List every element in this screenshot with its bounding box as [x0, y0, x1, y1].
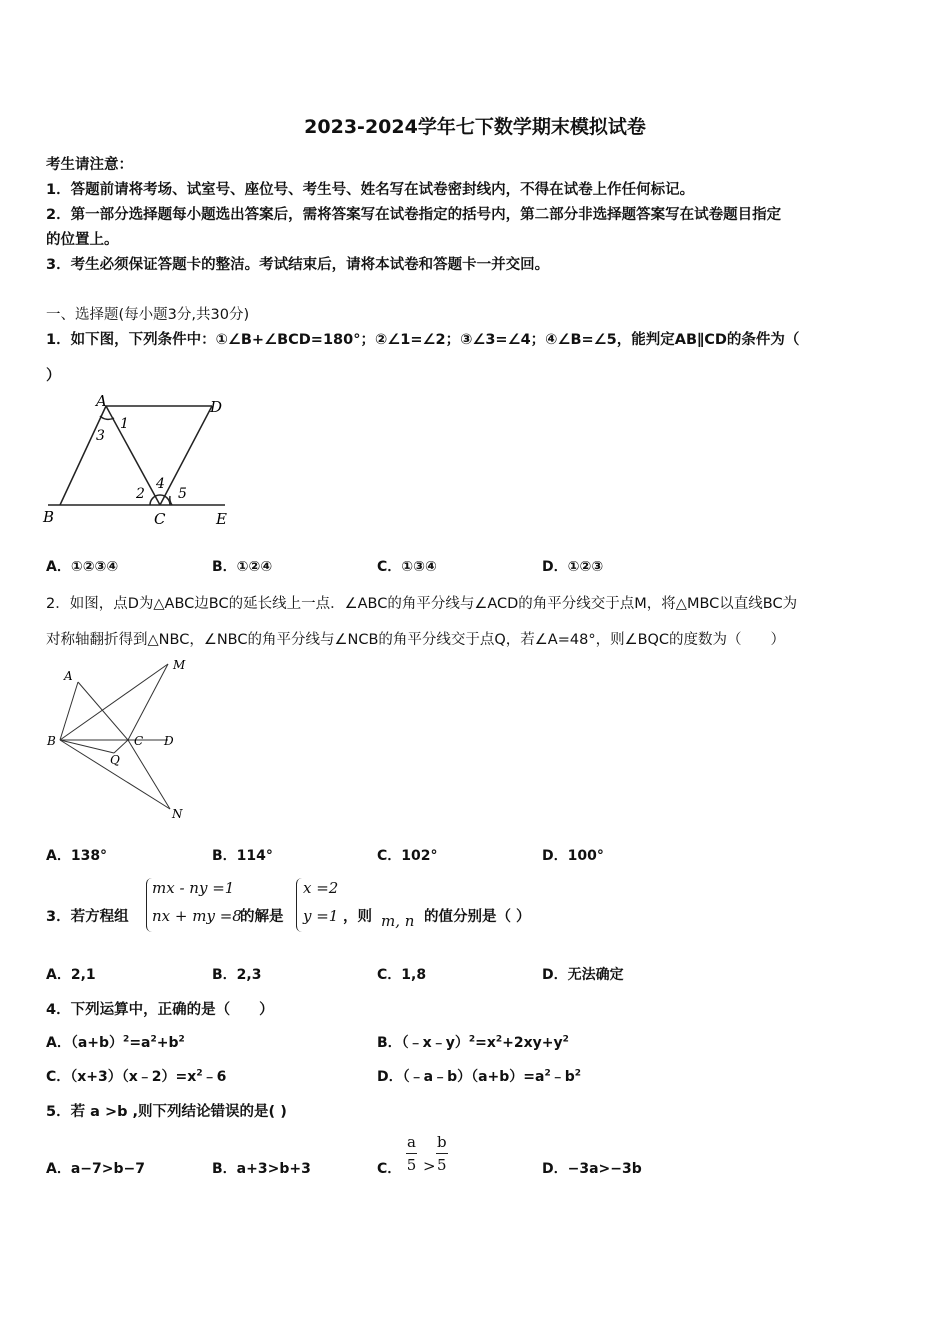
notice-item-2-cont: 的位置上。: [46, 232, 119, 248]
q3-equation-2: nx + my =8: [152, 907, 242, 925]
line-cm: [128, 664, 168, 740]
q5-c-fraction-b: [436, 1133, 448, 1174]
q3-option-d[interactable]: D．无法确定: [542, 967, 624, 983]
q1-angle-2: 2: [136, 486, 145, 502]
q1-option-a[interactable]: A．①②③④: [46, 559, 119, 575]
q4-c-part2: ﹣6: [202, 1069, 227, 1085]
q4-a-part2: =a: [129, 1035, 151, 1051]
q2-option-a[interactable]: A．138°: [46, 848, 108, 864]
q5-c-fraction-a: [406, 1133, 417, 1174]
q1-option-c[interactable]: C．①③④: [377, 559, 437, 575]
q4-d-sup2: 2: [574, 1068, 582, 1079]
q3-then: ，则: [343, 909, 372, 925]
q2-label-n: N: [172, 807, 183, 821]
q1-label-a: A: [96, 392, 107, 410]
q3-option-b[interactable]: B．2,3: [212, 967, 262, 983]
q2-stem: 2．如图，点D为△ABC边BC的延长线上一点．∠ABC的角平分线与∠ACD的角平分线交于点M，将△MBC以直线BC为: [46, 596, 798, 612]
q4-a-part3: +b: [156, 1035, 179, 1051]
section-heading: 一、选择题(每小题3分,共30分): [46, 307, 250, 323]
q4-option-d[interactable]: [377, 1066, 581, 1086]
q4-stem: 4．下列运算中，正确的是（ ）: [46, 1002, 274, 1018]
q3-option-a[interactable]: A．2,1: [46, 967, 96, 983]
q3-solution-brace: [296, 878, 302, 932]
q5-c-label: C．: [377, 1161, 402, 1177]
q4-option-c[interactable]: [46, 1066, 226, 1086]
q1-angle-3: 3: [96, 428, 105, 444]
q1-stem-cont: ）: [46, 368, 61, 384]
q4-d-part1: D．（﹣a﹣b）（a+b）=a: [377, 1069, 545, 1085]
q3-option-c[interactable]: C．1,8: [377, 967, 427, 983]
q1-stem: 1．如下图，下列条件中：①∠B+∠BCD=180°；②∠1=∠2；③∠3=∠4；④∠B=∠5，能判定AB∥CD的条件为（: [46, 332, 800, 348]
q2-option-b[interactable]: B．114°: [212, 848, 273, 864]
q5-option-a[interactable]: A．a−7>b−7: [46, 1161, 145, 1177]
q2-stem-cont: 对称轴翻折得到△NBC，∠NBC的角平分线与∠NCB的角平分线交于点Q，若∠A=48°，则∠BQC的度数为（ ）: [46, 632, 786, 648]
q5-option-d[interactable]: D．−3a>−3b: [542, 1161, 642, 1177]
q1-label-c: C: [154, 510, 166, 528]
notice-item-3: 3．考生必须保证答题卡的整洁。考试结束后，请将本试卷和答题卡一并交回。: [46, 257, 550, 273]
q1-angle-4: 4: [156, 476, 165, 492]
q1-option-d[interactable]: D．①②③: [542, 559, 604, 575]
q4-option-a[interactable]: [46, 1032, 185, 1052]
q3-prefix: 3．若方程组: [46, 909, 129, 925]
notice-heading: 考生请注意：: [46, 157, 133, 173]
q3-suffix: 的值分别是（ ）: [424, 909, 531, 925]
q3-solution-1: x =2: [303, 879, 339, 897]
q1-figure: [40, 392, 240, 532]
q2-option-c[interactable]: C．102°: [377, 848, 438, 864]
q4-d-part2: ﹣b: [550, 1069, 575, 1085]
line-ab: [60, 406, 106, 505]
q5-c-numerator-a: a: [406, 1133, 417, 1154]
q5-stem: 5．若 a >b ,则下列结论错误的是( ): [46, 1104, 287, 1120]
q2-label-m: M: [173, 658, 186, 672]
line-bm: [60, 664, 168, 740]
q2-label-a: A: [64, 669, 73, 683]
q5-c-denominator-a: 5: [406, 1156, 417, 1174]
q4-b-part2: =x: [475, 1035, 496, 1051]
q2-option-d[interactable]: D．100°: [542, 848, 604, 864]
line-ac: [78, 682, 128, 740]
q5-c-numerator-b: b: [436, 1133, 448, 1154]
q3-variables: m, n: [381, 912, 415, 930]
q2-label-b: B: [47, 734, 56, 748]
q4-d-sup1: 2: [544, 1068, 551, 1079]
page-title: 2023-2024学年七下数学期末模拟试卷: [304, 116, 646, 138]
line-bn: [60, 740, 170, 809]
q4-a-part1: A．（a+b）: [46, 1035, 124, 1051]
q4-a-sup1: 2: [123, 1034, 130, 1045]
q5-option-c[interactable]: [377, 1158, 401, 1178]
line-ba: [60, 682, 78, 740]
q3-solution-2: y =1: [303, 907, 339, 925]
line-ac: [106, 406, 160, 505]
q4-b-part3: +2xy+y: [502, 1035, 563, 1051]
q1-label-e: E: [216, 510, 227, 528]
line-cq: [114, 740, 128, 753]
q4-b-sup1: 2: [468, 1034, 476, 1045]
q4-b-sup2: 2: [495, 1034, 503, 1045]
line-cn: [128, 740, 170, 809]
q4-c-part1: C．（x+3）（x﹣2）=x: [46, 1069, 197, 1085]
q3-mid: 的解是: [240, 909, 284, 925]
q2-figure: [40, 656, 200, 826]
q4-option-b[interactable]: [377, 1032, 569, 1052]
q1-label-d: D: [210, 398, 223, 416]
q1-label-b: B: [43, 508, 55, 526]
q4-a-sup2: 2: [150, 1034, 157, 1045]
q1-option-b[interactable]: B．①②④: [212, 559, 273, 575]
line-bq: [60, 740, 114, 753]
q4-b-part1: B．（﹣x﹣y）: [377, 1035, 469, 1051]
notice-item-2: 2．第一部分选择题每小题选出答案后，需将答案写在试卷指定的括号内，第二部分非选择题答案写在试卷题目指定: [46, 207, 782, 223]
q1-angle-5: 5: [178, 486, 187, 502]
q2-label-q: Q: [110, 753, 120, 767]
q2-label-d: D: [164, 734, 174, 748]
q4-a-sup3: 2: [178, 1034, 185, 1045]
notice-item-1: 1．答题前请将考场、试室号、座位号、考生号、姓名写在试卷密封线内，不得在试卷上作任何标记。: [46, 182, 695, 198]
q1-angle-1: 1: [120, 416, 129, 432]
q4-b-sup3: 2: [562, 1034, 569, 1045]
q5-c-greater-than: >: [423, 1157, 436, 1175]
q3-equation-1: mx - ny =1: [152, 879, 235, 897]
q2-label-c: C: [134, 734, 144, 748]
q4-c-sup1: 2: [196, 1068, 203, 1079]
q5-option-b[interactable]: B．a+3>b+3: [212, 1161, 311, 1177]
q5-c-denominator-b: 5: [437, 1156, 447, 1174]
